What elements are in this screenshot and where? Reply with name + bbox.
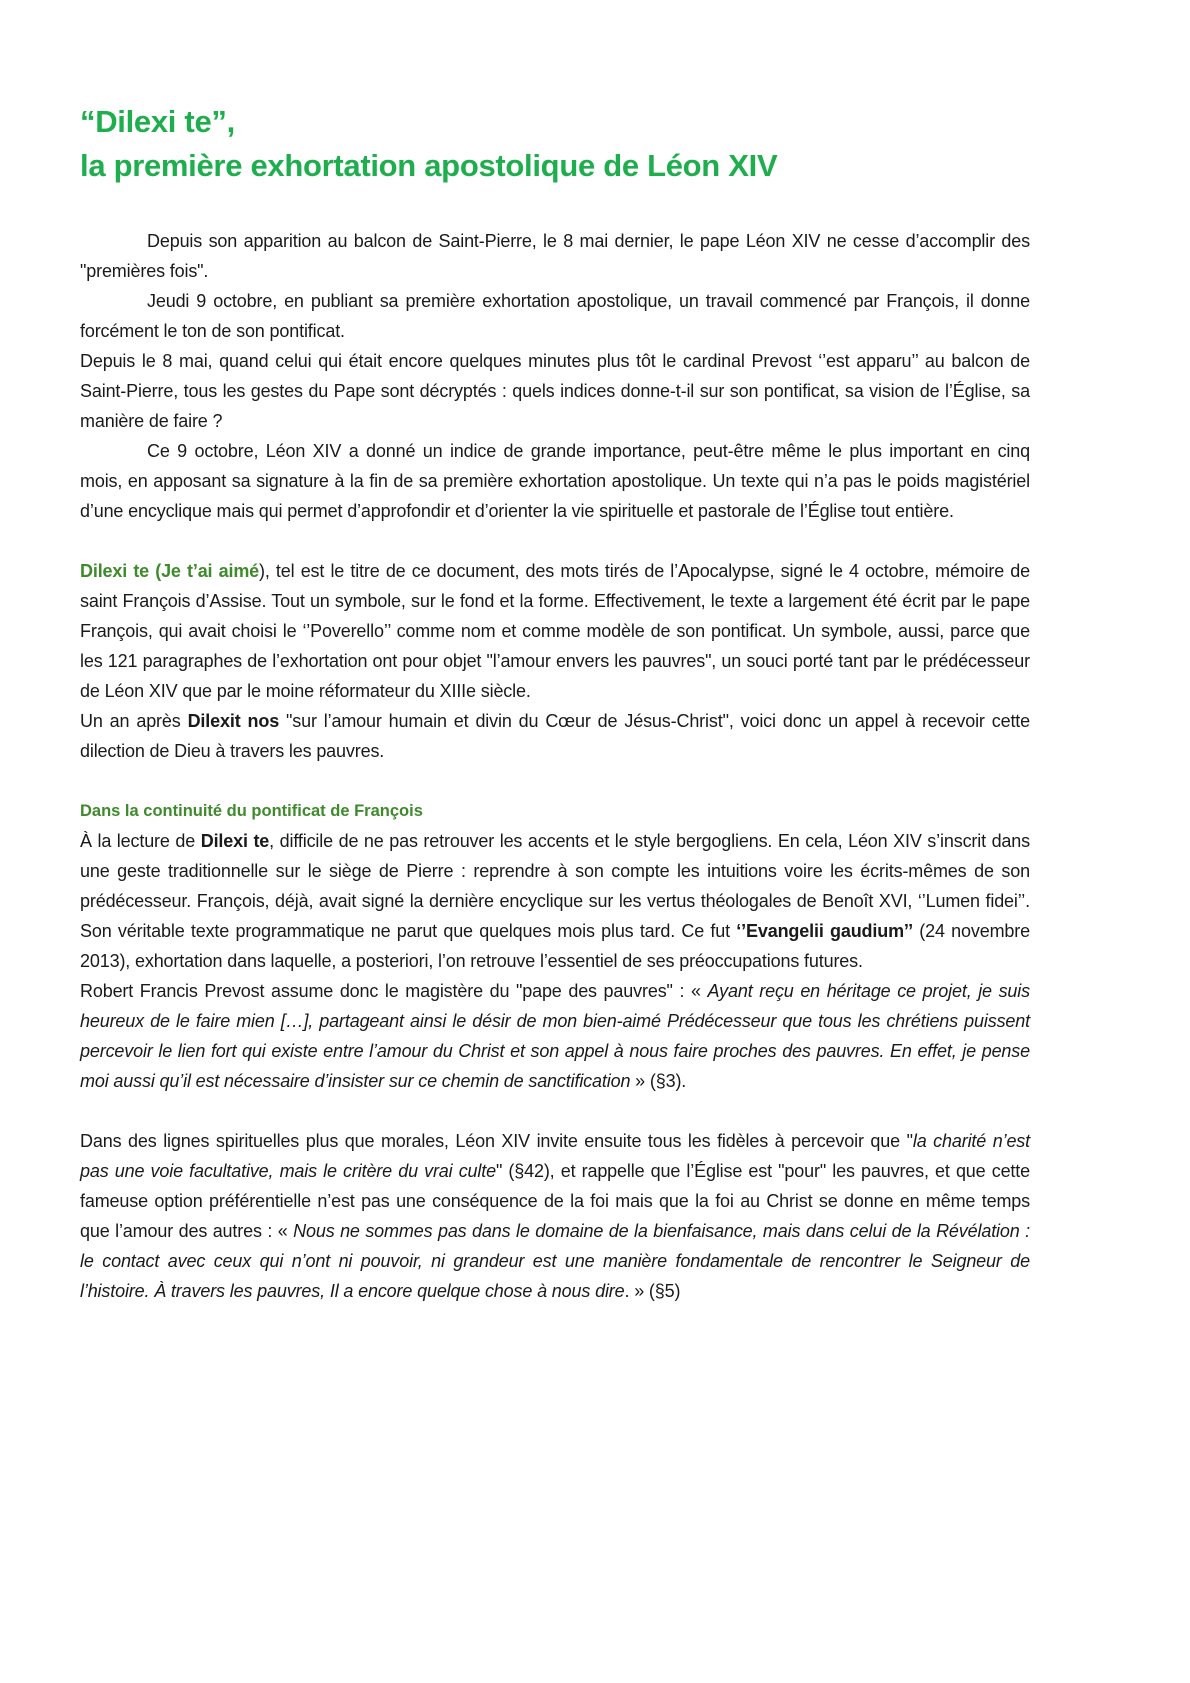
intro-paragraph-1: Depuis son apparition au balcon de Saint-Pierre, le 8 mai dernier, le pape Léon XIV ne cesse d’accomplir des "premières fois". bbox=[80, 231, 1030, 281]
section3-paragraph-1: Dans des lignes spirituelles plus que morales, Léon XIV invite ensuite tous les fidèles à percevoir que "la charité n’est pas une voie facultative, mais le critère du vrai culte" (§42), et rappelle que l’Église est "pour" les pauvres, et que cette fameuse option préférentielle n’est pas une conséquence de la foi mais que la foi au Christ se donne en même temps que l’amour des autres : « Nous ne sommes pas dans le domaine de la bienfaisance, mais dans celui de la Révélation : le contact avec ceux qui n’ont ni pouvoir, ni grandeur est une manière fondamentale de rencontrer le Seigneur de l’histoire. À travers les pauvres, Il a encore quelque chose à nous dire. » (§5) bbox=[80, 1131, 1031, 1301]
document-page bbox=[80, 100, 1030, 1306]
section1-paragraph-1: Dilexi te (Je t’ai aimé), tel est le titre de ce document, des mots tirés de l’Apocalypse, signé le 4 octobre, mémoire de saint François d’Assise. Tout un symbole, sur le fond et la forme. Effectivement, le texte a largement été écrit par le pape François, qui avait choisi le ‘’Poverello’’ comme nom et comme modèle de son pontificat. Un symbole, aussi, parce que les 121 paragraphes de l’exhortation ont pour objet "l’amour envers les pauvres", un souci porté tant par le prédécesseur de Léon XIV que par le moine réformateur du XIIIe siècle. bbox=[80, 561, 1030, 701]
title-line-1: “Dilexi te”, bbox=[80, 104, 235, 139]
spacer bbox=[80, 1096, 1030, 1126]
intro-paragraph-2: Jeudi 9 octobre, en publiant sa première exhortation apostolique, un travail commencé par François, il donne forcément le ton de son pontificat. bbox=[80, 291, 1030, 341]
spacer bbox=[80, 766, 1030, 796]
article-title bbox=[80, 100, 1030, 188]
title-line-2: la première exhortation apostolique de Léon XIV bbox=[80, 148, 778, 183]
section2-paragraph-1: À la lecture de Dilexi te, difficile de ne pas retrouver les accents et le style bergogliens. En cela, Léon XIV s’inscrit dans une geste traditionnelle sur le siège de Pierre : reprendre à son compte les intuitions voire les écrits-mêmes de son prédécesseur. François, déjà, avait signé la dernière encyclique sur les vertus théologales de Benoît XVI, ‘’Lumen fidei’’. Son véritable texte programmatique ne parut que quelques mois plus tard. Ce fut ‘’Evangelii gaudium’’ (24 novembre 2013), exhortation dans laquelle, a posteriori, l’on retrouve l’essentiel de ses préoccupations futures. bbox=[80, 831, 1031, 971]
article-body bbox=[80, 226, 1030, 1306]
quote: Nous ne sommes pas dans le domaine de la bienfaisance, mais dans celui de la Révélation : le contact avec ceux qui n’ont ni pouvoir, ni grandeur est une manière fondamentale de rencontrer le Seigneur de l’histoire. À travers les pauvres, Il a encore quelque chose à nous dire bbox=[80, 1221, 1030, 1301]
document-title-highlight: Dilexi te (Je t’ai aimé bbox=[80, 561, 260, 581]
quote: la charité n’est pas une voie facultative, mais le critère du vrai culte bbox=[80, 1131, 1031, 1181]
spacer bbox=[80, 526, 1030, 556]
section1-paragraph-2: Un an après Dilexit nos "sur l’amour humain et divin du Cœur de Jésus-Christ", voici donc un appel à recevoir cette dilection de Dieu à travers les pauvres. bbox=[80, 711, 1031, 761]
intro-paragraph-4: Ce 9 octobre, Léon XIV a donné un indice de grande importance, peut-être même le plus important en cinq mois, en apposant sa signature à la fin de sa première exhortation apostolique. Un texte qui n’a pas le poids magistériel d’une encyclique mais qui permet d’approfondir et d’orienter la vie spirituelle et pastorale de l’Église tout entière. bbox=[80, 441, 1030, 521]
section-heading: Dans la continuité du pontificat de François bbox=[80, 802, 423, 820]
quote: Ayant reçu en héritage ce projet, je suis heureux de le faire mien […], partageant ainsi le désir de mon bien-aimé Prédécesseur que tous les chrétiens puissent percevoir le lien fort qui existe entre l’amour du Christ et son appel à nous faire proches des pauvres. En effet, je pense moi aussi qu’il est nécessaire d’insister sur ce chemin de sanctification bbox=[80, 981, 1030, 1091]
dilexit-nos-reference: Dilexit nos bbox=[187, 711, 280, 731]
section2-paragraph-2: Robert Francis Prevost assume donc le magistère du "pape des pauvres" : « Ayant reçu en héritage ce projet, je suis heureux de le faire mien […], partageant ainsi le désir de mon bien-aimé Prédécesseur que tous les chrétiens puissent percevoir le lien fort qui existe entre l’amour du Christ et son appel à nous faire proches des pauvres. En effet, je pense moi aussi qu’il est nécessaire d’insister sur ce chemin de sanctification » (§3). bbox=[80, 981, 1030, 1091]
intro-paragraph-3: Depuis le 8 mai, quand celui qui était encore quelques minutes plus tôt le cardinal Prevost ‘’est apparu’’ au balcon de Saint-Pierre, tous les gestes du Pape sont décryptés : quels indices donne-t-il sur son pontificat, sa vision de l’Église, sa manière de faire ? bbox=[80, 351, 1030, 431]
